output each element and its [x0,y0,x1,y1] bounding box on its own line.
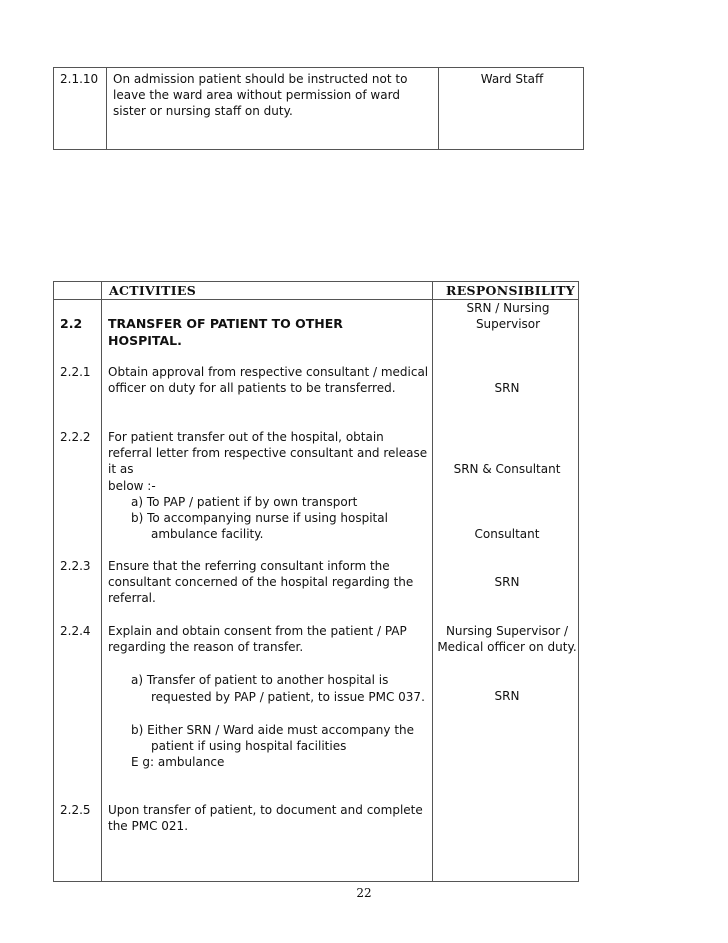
table-main [53,281,579,882]
page-number: 22 [356,886,372,900]
responsibility-text: SRN [494,575,520,589]
example-text: E g: ambulance [131,755,225,770]
table-top [53,67,584,150]
section-title: TRANSFER OF PATIENT TO OTHER HOSPITAL. [108,316,343,348]
row-number: 2.1.10 [60,72,99,86]
row-number: 2.2.4 [60,624,91,638]
activity-text: Explain and obtain consent from the patient / PAP regarding the reason of transfer. [108,624,407,655]
section-number: 2.2 [60,316,83,331]
column-divider [432,282,433,881]
list-item: a) Transfer of patient to another hospital is requested by PAP / patient, to issue PMC 037. [131,673,425,704]
list-item: b) To accompanying nurse if using hospital ambulance facility. [131,511,388,542]
row-number: 2.2.1 [60,365,91,379]
header-activities: ACTIVITIES [109,283,197,298]
responsibility-text: SRN [494,381,520,395]
row-number: 2.2.2 [60,430,91,444]
section-responsibility: SRN / Nursing Supervisor [466,301,550,332]
list-item: a) To PAP / patient if by own transport [131,494,358,509]
responsibility-text: Ward Staff [480,72,544,86]
row-number: 2.2.3 [60,559,91,573]
column-divider [106,68,107,149]
activity-text: On admission patient should be instructed not to leave the ward area without permission of ward sister or nursing staff on duty. [113,72,408,118]
activity-text: Ensure that the referring consultant inform the consultant concerned of the hospital regarding the referral. [108,559,414,606]
list-item: b) Either SRN / Ward aide must accompany the patient if using hospital facilities [131,722,415,754]
row-number: 2.2.5 [60,803,91,817]
activity-below: below :- [108,478,156,493]
column-divider [101,282,102,881]
responsibility-text: Nursing Supervisor / Medical officer on duty. [437,624,577,655]
responsibility-text: SRN [494,689,520,703]
header-responsibility: RESPONSIBILITY [446,283,576,298]
activity-text: For patient transfer out of the hospital, obtain referral letter from respective consultant and release it as [108,430,428,477]
activity-text: Upon transfer of patient, to document and complete the PMC 021. [108,803,423,834]
responsibility-text: SRN & Consultant [453,462,561,476]
activity-block [108,429,430,542]
activity-text: Obtain approval from respective consultant / medical officer on duty for all patients to be transferred. [108,365,429,396]
responsibility-text: Consultant [474,527,540,541]
activity-block [108,623,430,770]
column-divider [438,68,439,149]
